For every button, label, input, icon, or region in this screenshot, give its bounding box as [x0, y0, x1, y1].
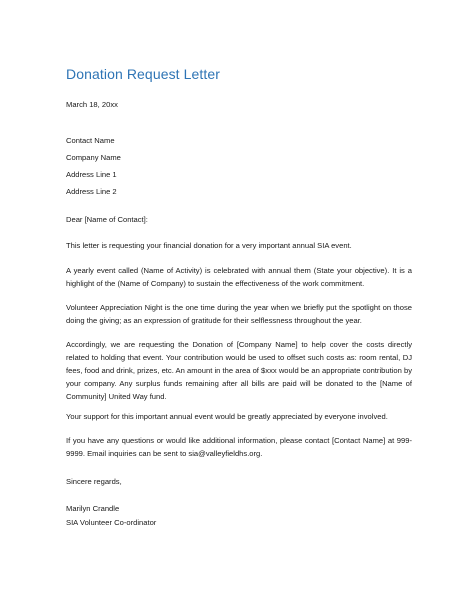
closing: Sincere regards,	[66, 477, 122, 486]
paragraph-event: A yearly event called (Name of Activity) is celebrated with annual them (State your objective). It is a highlight of the (Name of Company) to sustain the effectiveness of the work commitment.	[66, 266, 412, 288]
recipient-company-name: Company Name	[66, 153, 121, 162]
letter-title: Donation Request Letter	[66, 66, 221, 82]
paragraph-appreciation: Volunteer Appreciation Night is the one time during the year when we briefly put the spotlight on those doing the giving; as an expression of gratitude for their selflessness throughout the year.	[66, 303, 412, 325]
recipient-address-line-1: Address Line 1	[66, 170, 117, 179]
paragraph-support: Your support for this important annual event would be greatly appreciated by everyone involved.	[66, 412, 388, 421]
recipient-address-line-2: Address Line 2	[66, 187, 117, 196]
paragraph-donation-details: Accordingly, we are requesting the Donation of [Company Name] to help cover the costs directly related to holding that event. Your contribution would be used to offset such costs as: room rental, DJ fees, food and drink, prizes, etc. An amount in the area of $xxx would be an appropriate contribution by your company. Any surplus funds remaining after all bills are paid will be donated to the [Name of Community] United Way fund.	[66, 340, 412, 401]
signature-role: SIA Volunteer Co-ordinator	[66, 518, 157, 527]
recipient-contact-name: Contact Name	[66, 136, 115, 145]
signature-name: Marilyn Crandle	[66, 504, 120, 513]
letter-date: March 18, 20xx	[66, 100, 118, 109]
salutation: Dear [Name of Contact]:	[66, 215, 148, 224]
paragraph-request: This letter is requesting your financial donation for a very important annual SIA event.	[66, 241, 352, 250]
paragraph-contact: If you have any questions or would like additional information, please contact [Contact Name] at 999-9999. Email inquiries can be sent to sia@valleyfieldhs.org.	[66, 436, 412, 458]
